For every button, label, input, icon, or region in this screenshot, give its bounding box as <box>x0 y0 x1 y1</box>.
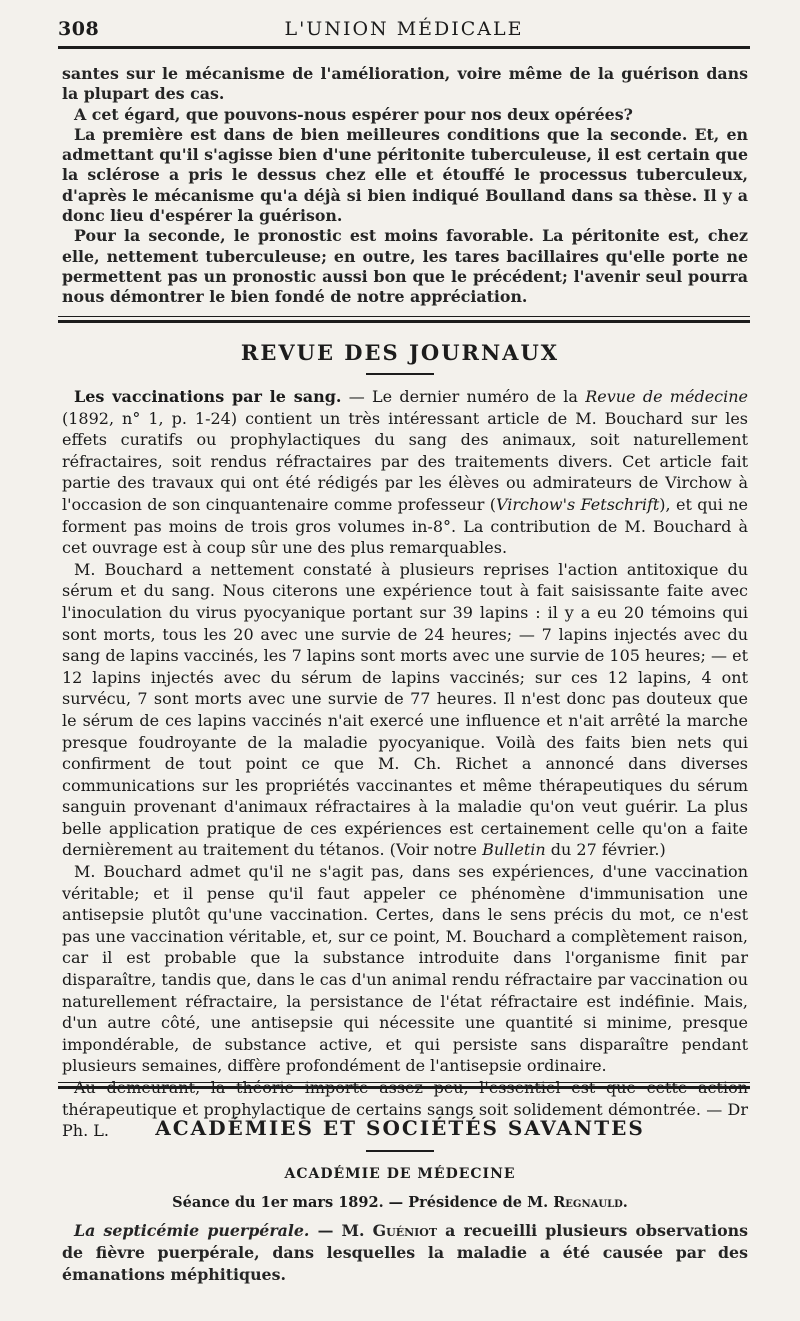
section-divider <box>58 1086 750 1089</box>
page-header <box>58 14 750 42</box>
paragraph: thérapeutique et prophylactique de certains sangs soit solidement démontrée. — Dr Ph. L. <box>62 1099 748 1141</box>
speaker-name: Guéniot <box>372 1221 438 1240</box>
revue-section <box>62 386 748 1142</box>
seance-line: Séance du 1er mars 1892. — Présidence de M. Regnauld. <box>172 1194 628 1211</box>
paragraph: M. Bouchard admet qu'il ne s'agit pas, dans ses expériences, d'une vaccination véritable; et il pense qu'il faut appeler ce phénomène d'immunisation une antisepsie plutôt qu'une vaccination. Certes, dans le sens précis du mot, ce n'est pas une vaccination véritable, et, sur ce point, M. Bouchard a complètement raison, car il est probable que la substance introduite dans l'organisme finit par disparaître, tandis que, dans le cas d'un animal rendu réfractaire par vaccination ou naturellement réfractaire, la persistance de l'état réfractaire est indéfinie. Mais, d'un autre côté, une antisepsie qui nécessite une quantité si minime, presque impondérable, de substance active, et qui persiste sans disparaître pendant plusieurs semaines, diffère profondément de l'antisepsie ordinaire. <box>62 862 748 1076</box>
paragraph: santes sur le mécanisme de l'amélioration, voire même de la guérison dans la plupart des cas. <box>62 64 748 104</box>
section-divider <box>58 316 750 317</box>
paragraph: Les vaccinations par le sang. — Le dernier numéro de la Revue de médecine (1892, n° 1, p. 1-24) contient un très intéressant article de M. Bouchard sur les effets curatifs ou prophylactiques du sang des animaux, soit naturellement réfractaires, soit rendus réfractaires par des traitements divers. Cet article fait partie des travaux qui ont été rédigés par les élèves ou admirateurs de Virchow à l'occasion de son cinquantenaire comme professeur (Virchow's Fetschrift), et qui ne forment pas moins de trois gros volumes in-8°. La contribution de M. Bouchard à cet ouvrage est à coup sûr une des plus remarquables. <box>62 387 749 558</box>
paragraph: A cet égard, que pouvons-nous espérer pour nos deux opérées? <box>74 104 633 124</box>
topic: La septicémie puerpérale. <box>74 1221 310 1240</box>
section-divider <box>58 320 750 323</box>
revue-title: REVUE DES JOURNAUX <box>240 340 560 365</box>
top-section <box>62 64 748 308</box>
title-rule <box>366 373 434 375</box>
paragraph: La première est dans de bien meilleures conditions que la seconde. Et, en admettant qu'il s'agisse bien d'une péritonite tuberculeuse, il est certain que la sclérose a pris le dessus chez elle et étouffé le processus tuberculeux, d'après le mécanisme qu'a déjà si bien indiqué Boulland dans sa thèse. Il y a donc lieu d'espérer la guérison. <box>62 124 748 226</box>
page-number: 308 <box>58 18 100 40</box>
paragraph: La septicémie puerpérale. — M. Guéniot a recueilli plusieurs observations de fièvre puerpérale, dans lesquelles la maladie a été causée par des émanations méphitiques. <box>62 1221 748 1284</box>
festschrift-name: Virchow's Fetschrift <box>495 494 660 514</box>
running-title: L'UNION MÉDICALE <box>284 18 524 40</box>
lead-label: Les vaccinations par le sang. <box>74 387 342 406</box>
academies-title: ACADÉMIES ET SOCIÉTÉS SAVANTES <box>155 1116 645 1140</box>
academie-subtitle: ACADÉMIE DE MÉDECINE <box>284 1166 516 1182</box>
academies-section <box>62 1220 748 1286</box>
paragraph: Pour la seconde, le pronostic est moins favorable. La péritonite est, chez elle, nettement tuberculeuse; en outre, les tares bacillaires qu'elle porte ne permettent pas un pronostic aussi bon que le précédent; l'avenir seul pourra nous démontrer le bien fondé de notre appréciation. <box>62 226 748 307</box>
header-rule <box>58 46 750 49</box>
title-rule <box>366 1150 434 1152</box>
section-divider <box>58 1082 750 1083</box>
president-name: Regnauld <box>553 1194 623 1211</box>
journal-name: Revue de médecine <box>585 387 749 406</box>
paragraph: M. Bouchard a nettement constaté à plusieurs reprises l'action antitoxique du sérum et du sang. Nous citerons une expérience tout à fait saisissante faite avec l'inoculation du virus pyocyanique portant sur 39 lapins : il y a eu 20 témoins qui sont morts, tous les 20 avec une survie de 24 heures; — 7 lapins injectés avec du sang de lapins vaccinés, les 7 lapins sont morts avec une survie de 105 heures; — et 12 lapins injectés avec du sérum de lapins vaccinés; sur ces 12 lapins, 4 ont survécu, 7 sont morts avec une survie de 77 heures. Il n'est donc pas douteux que le sérum de ces lapins vaccinés n'ait exercé une influence et n'ait arrêté la marche presque foudroyante de la maladie pyocyanique. Voilà des faits bien nets qui confirment de tout point ce que M. Ch. Richet a annoncé dans diverses communications sur les propriétés vaccinantes et même thérapeutiques du sérum sanguin provenant d'animaux réfractaires à la maladie qu'on veut guérir. La plus belle application pratique de ces expériences est certainement celle qu'on a faite dernièrement au traitement du tétanos. (Voir notre Bulletin du 27 février.) <box>62 559 748 860</box>
